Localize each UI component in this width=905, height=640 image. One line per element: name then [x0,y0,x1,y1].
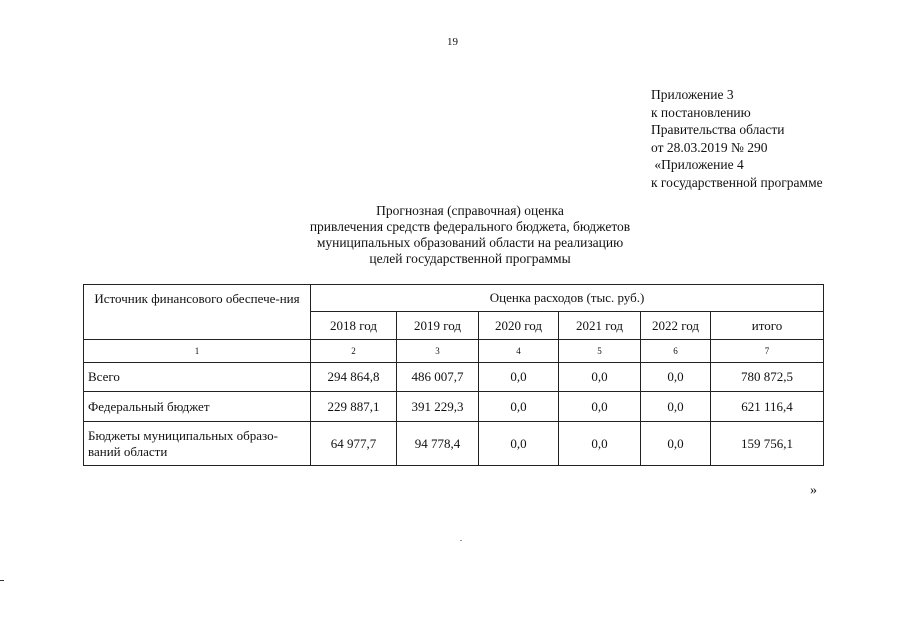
appendix-line: Приложение 3 [651,87,734,102]
document-title [250,203,690,267]
closing-quote: » [810,483,817,498]
scan-artifact [460,540,462,541]
column-number: 5 [559,340,641,363]
row-total: 621 116,4 [711,392,824,422]
year-header: 2021 год [559,312,641,340]
total-header: итого [711,312,824,340]
row-value: 229 887,1 [311,392,397,422]
row-value: 0,0 [559,363,641,392]
appendix-line: к государственной программе [651,174,823,190]
row-value: 64 977,7 [311,422,397,466]
column-number: 7 [711,340,824,363]
row-value: 0,0 [479,392,559,422]
row-value: 0,0 [641,422,711,466]
column-number: 4 [479,340,559,363]
page-number: 19 [447,36,458,48]
appendix-line: Правительства области [651,122,785,137]
row-value: 94 778,4 [397,422,479,466]
source-header: Источник финансового обеспече-ния [84,285,311,340]
year-header: 2018 год [311,312,397,340]
title-line: привлечения средств федерального бюджета, бюджетов [309,219,631,234]
row-value: 0,0 [559,392,641,422]
row-total: 780 872,5 [711,363,824,392]
appendix-reference [651,86,823,191]
row-value: 486 007,7 [397,363,479,392]
year-header: 2020 год [479,312,559,340]
funding-table [83,284,824,466]
appendix-line: от 28.03.2019 № 290 [651,139,768,155]
row-value: 0,0 [559,422,641,466]
column-number: 1 [84,340,311,363]
year-header: 2019 год [397,312,479,340]
row-total: 159 756,1 [711,422,824,466]
column-number-row [84,340,824,363]
appendix-line: к постановлению [651,104,751,120]
table-row [84,392,824,422]
table-row [84,363,824,392]
column-number: 3 [397,340,479,363]
estimate-header: Оценка расходов (тыс. руб.) [311,285,824,312]
row-source: Бюджеты муниципальных образо-ваний области [84,422,311,466]
table-header-row [84,285,824,312]
scan-artifact [0,580,4,581]
row-value: 0,0 [479,363,559,392]
row-value: 0,0 [641,363,711,392]
column-number: 6 [641,340,711,363]
column-number: 2 [311,340,397,363]
title-line: целей государственной программы [369,251,571,266]
year-header: 2022 год [641,312,711,340]
table-row [84,422,824,466]
appendix-line: «Приложение 4 [651,157,744,172]
row-source: Всего [84,363,311,392]
row-value: 294 864,8 [311,363,397,392]
row-value: 0,0 [641,392,711,422]
title-line: муниципальных образований области на реализацию [316,235,624,250]
row-value: 0,0 [479,422,559,466]
row-source: Федеральный бюджет [84,392,311,422]
row-value: 391 229,3 [397,392,479,422]
title-line: Прогнозная (справочная) оценка [376,203,564,218]
